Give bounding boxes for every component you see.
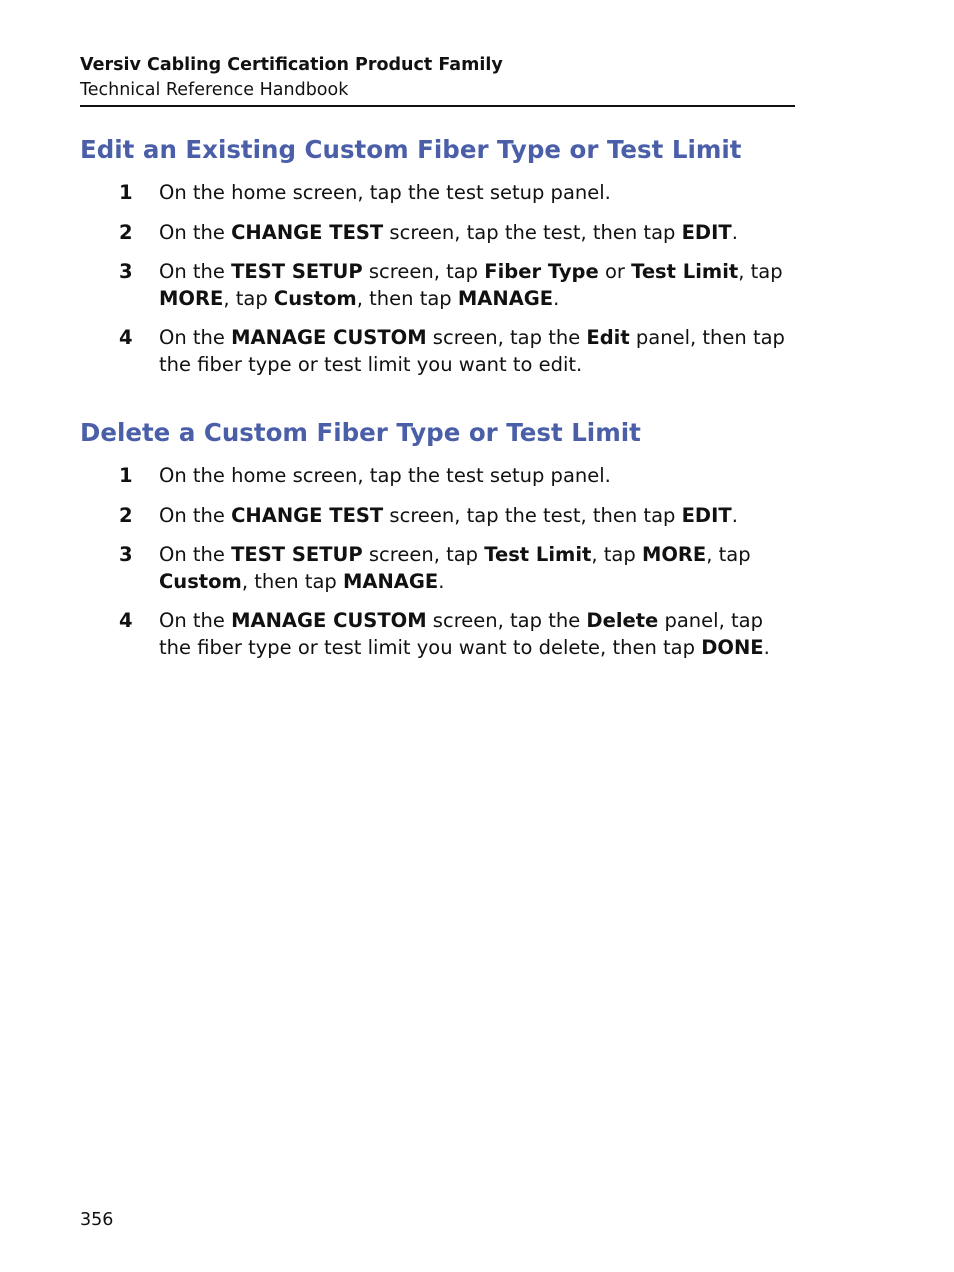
ui-term: MANAGE CUSTOM bbox=[231, 609, 427, 632]
product-family-title: Versiv Cabling Certification Product Family bbox=[80, 55, 503, 75]
step-number: 3 bbox=[119, 543, 133, 566]
step-text: On the MANAGE CUSTOM screen, tap the Delete panel, tap the fiber type or test limit you want to delete, then tap DONE. bbox=[159, 609, 770, 659]
ui-term: EDIT bbox=[681, 503, 732, 527]
delete-step-4 bbox=[80, 608, 820, 661]
ui-term: CHANGE TEST bbox=[231, 503, 384, 527]
ui-term: EDIT bbox=[681, 220, 732, 244]
ui-term: Fiber Type bbox=[484, 260, 599, 283]
ui-term: CHANGE TEST bbox=[231, 220, 384, 244]
ui-term: DONE bbox=[701, 635, 764, 659]
ui-term: MANAGE bbox=[457, 286, 554, 310]
step-number: 2 bbox=[119, 503, 133, 527]
step-number: 4 bbox=[119, 609, 133, 632]
ui-term: TEST SETUP bbox=[231, 260, 363, 283]
edit-section bbox=[80, 134, 820, 378]
page-number: 356 bbox=[80, 1210, 114, 1230]
delete-step-1 bbox=[80, 463, 820, 490]
ui-term: Custom bbox=[159, 569, 242, 593]
ui-term: MORE bbox=[159, 286, 224, 310]
step-text: On the TEST SETUP screen, tap Fiber Type or Test Limit, tap MORE, tap Custom, then tap MANAGE. bbox=[159, 260, 783, 310]
step-text: On the TEST SETUP screen, tap Test Limit, tap MORE, tap Custom, then tap MANAGE. bbox=[159, 543, 751, 593]
delete-step-3 bbox=[80, 542, 820, 595]
ui-term: Custom bbox=[273, 286, 357, 310]
ui-term: MORE bbox=[641, 543, 707, 566]
ui-term: TEST SETUP bbox=[231, 543, 363, 566]
step-text: On the CHANGE TEST screen, tap the test, then tap EDIT. bbox=[159, 220, 738, 244]
delete-steps-list bbox=[80, 463, 820, 661]
step-text: On the MANAGE CUSTOM screen, tap the Edit panel, then tap the fiber type or test limit you want to edit. bbox=[159, 326, 785, 376]
ui-term: MANAGE bbox=[342, 569, 439, 593]
edit-step-4 bbox=[80, 325, 820, 378]
step-number: 4 bbox=[119, 326, 133, 349]
ui-term: Delete bbox=[586, 609, 659, 632]
step-number: 1 bbox=[119, 464, 133, 487]
delete-section bbox=[80, 417, 820, 661]
running-header bbox=[80, 53, 795, 107]
ui-term: Test Limit bbox=[484, 543, 592, 566]
step-text: On the CHANGE TEST screen, tap the test, then tap EDIT. bbox=[159, 503, 738, 527]
delete-section-heading: Delete a Custom Fiber Type or Test Limit bbox=[80, 418, 641, 447]
ui-term: Test Limit bbox=[631, 260, 739, 283]
step-number: 3 bbox=[119, 260, 133, 283]
ui-term: MANAGE CUSTOM bbox=[231, 326, 427, 349]
ui-term: Edit bbox=[586, 326, 630, 349]
step-number: 2 bbox=[119, 220, 133, 244]
step-number: 1 bbox=[119, 181, 133, 204]
step-text: On the home screen, tap the test setup panel. bbox=[159, 464, 611, 487]
step-text: On the home screen, tap the test setup panel. bbox=[159, 181, 611, 204]
edit-step-3 bbox=[80, 259, 820, 312]
edit-steps-list bbox=[80, 180, 820, 378]
edit-step-2 bbox=[80, 220, 820, 247]
handbook-title: Technical Reference Handbook bbox=[80, 80, 349, 100]
edit-step-1 bbox=[80, 180, 820, 207]
edit-section-heading: Edit an Existing Custom Fiber Type or Test Limit bbox=[80, 135, 742, 164]
delete-step-2 bbox=[80, 503, 820, 530]
